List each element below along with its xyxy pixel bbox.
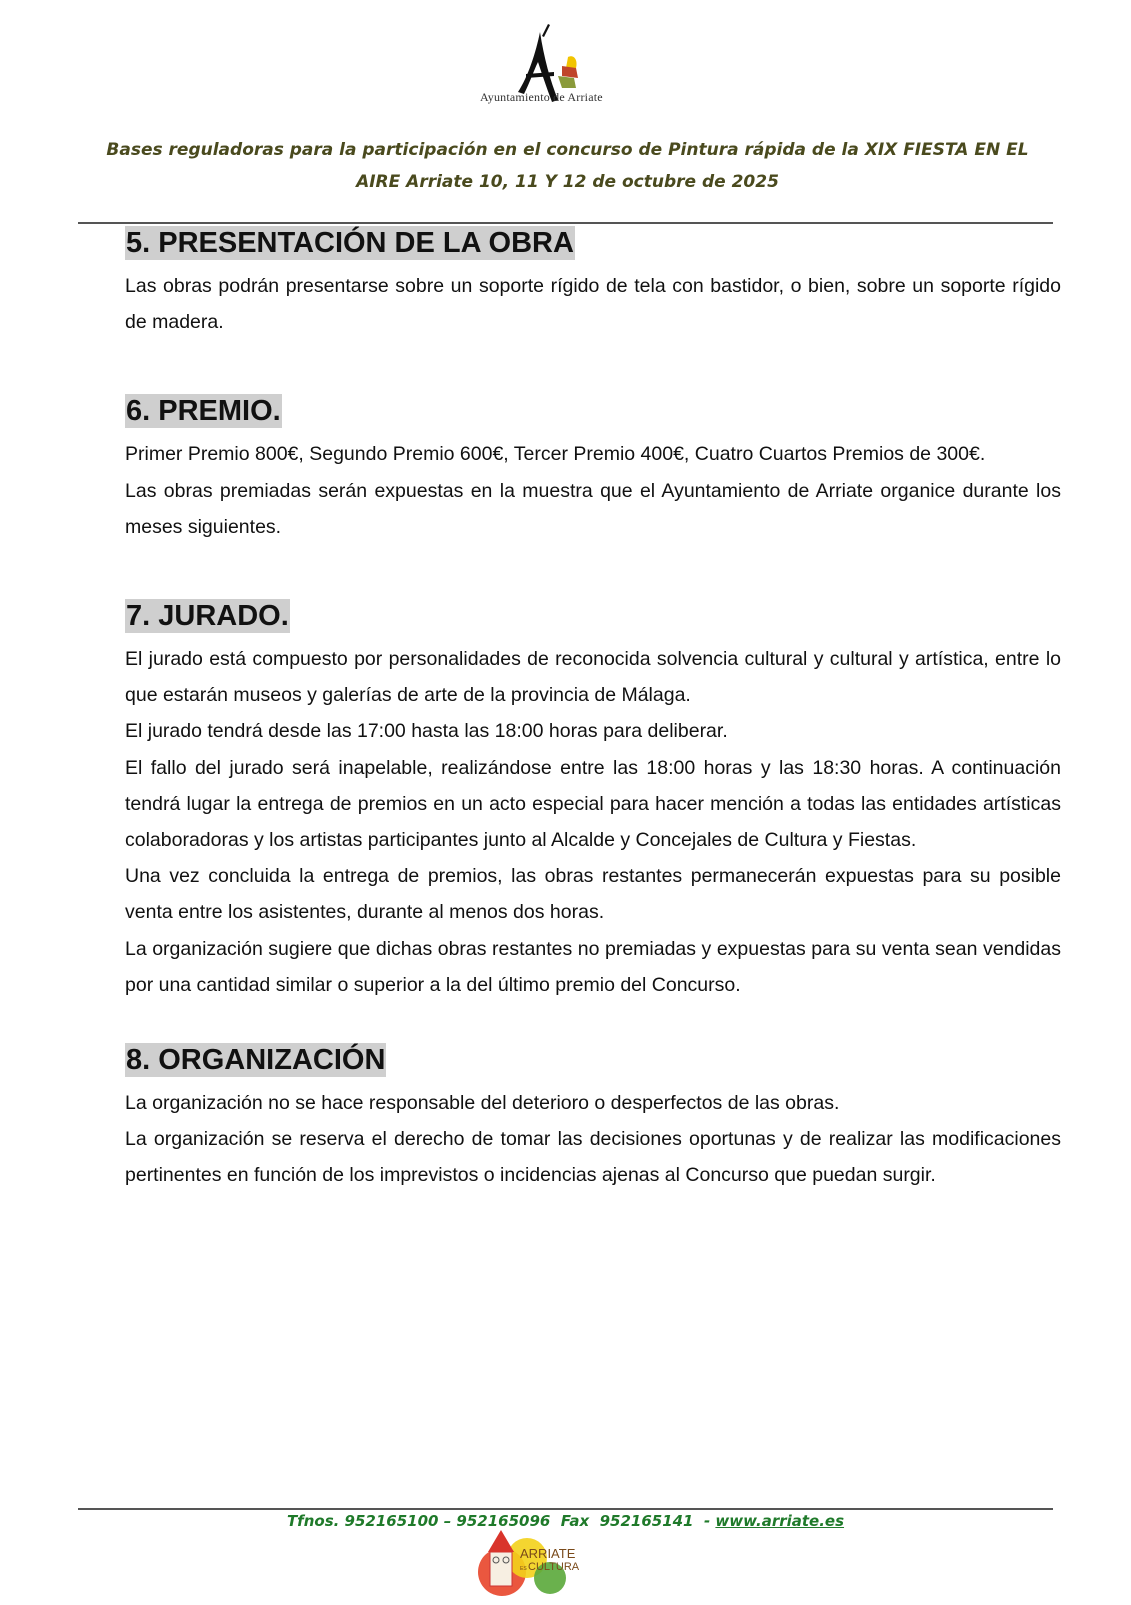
logo-word-arriate: ARRIATE [520,1546,576,1561]
title-line-1: Bases reguladoras para la participación en el concurso de Pintura rápida de la XIX FIESTA EN EL [106,140,1029,160]
paragraph: El fallo del jurado será inapelable, realizándose entre las 18:00 horas y las 18:30 horas. A continuación tendrá lugar la entrega de premios en un acto especial para hacer mención a todas las entidades artísticas colaboradoras y los artistas participantes junto al Alcalde y Concejales de Cultura y Fiestas. [125,756,1061,852]
paragraph: Las obras premiadas serán expuestas en la muestra que el Ayuntamiento de Arriate organice durante los meses siguientes. [125,479,1061,538]
section-presentacion [125,224,1061,340]
ayuntamiento-logo [478,22,658,112]
logo-word-cultura: CULTURA [528,1561,580,1573]
section-heading: 5. PRESENTACIÓN DE LA OBRA [126,227,574,259]
arriate-cultura-logo-icon [472,1528,602,1600]
logo-word-es: ES [520,1566,527,1572]
arriate-cultura-logo [472,1528,602,1600]
document-title [80,134,1055,198]
paragraph: Una vez concluida la entrega de premios, las obras restantes permanecerán expuestas para su posible venta entre los asistentes, durante al menos dos horas. [125,865,1061,924]
paragraph: Las obras podrán presentarse sobre un soporte rígido de tela con bastidor, o bien, sobre un soporte rígido de madera. [125,275,1061,334]
paragraph: La organización no se hace responsable del deterioro o desperfectos de las obras. [125,1092,840,1115]
section-jurado [125,597,1061,1003]
logo-text: Ayuntamiento de Arriate [480,90,603,104]
section-premio [125,392,1061,545]
document-body [125,224,1061,1194]
paragraph: El jurado tendrá desde las 17:00 hasta las 18:00 horas para deliberar. [125,720,728,743]
paragraph: La organización sugiere que dichas obras restantes no premiadas y expuestas para su venta sean vendidas por una cantidad similar o superior a la del último premio del Concurso. [125,937,1061,996]
title-line-2: AIRE Arriate 10, 11 Y 12 de octubre de 2025 [356,172,779,192]
section-heading: 8. ORGANIZACIÓN [126,1044,386,1077]
section-organizacion [125,1041,1061,1194]
paragraph: El jurado está compuesto por personalidades de reconocida solvencia cultural y cultural y artística, entre lo que estarán museos y galerías de arte de la provincia de Málaga. [125,648,1061,707]
section-heading: 7. JURADO. [126,600,289,633]
contact-phones: Tfnos. 952165100 – 952165096 Fax 952165141 - [286,1512,716,1530]
section-heading: 6. PREMIO. [126,395,281,428]
website-link[interactable]: www.arriate.es [715,1512,845,1530]
paragraph: La organización se reserva el derecho de tomar las decisiones oportunas y de realizar las modificaciones pertinentes en función de los imprevistos o incidencias ajenas al Concurso que puedan surgir. [125,1128,1061,1187]
footer-divider [78,1508,1053,1510]
paragraph: Primer Premio 800€, Segundo Premio 600€, Tercer Premio 400€, Cuatro Cuartos Premios de 300€. [125,443,986,466]
